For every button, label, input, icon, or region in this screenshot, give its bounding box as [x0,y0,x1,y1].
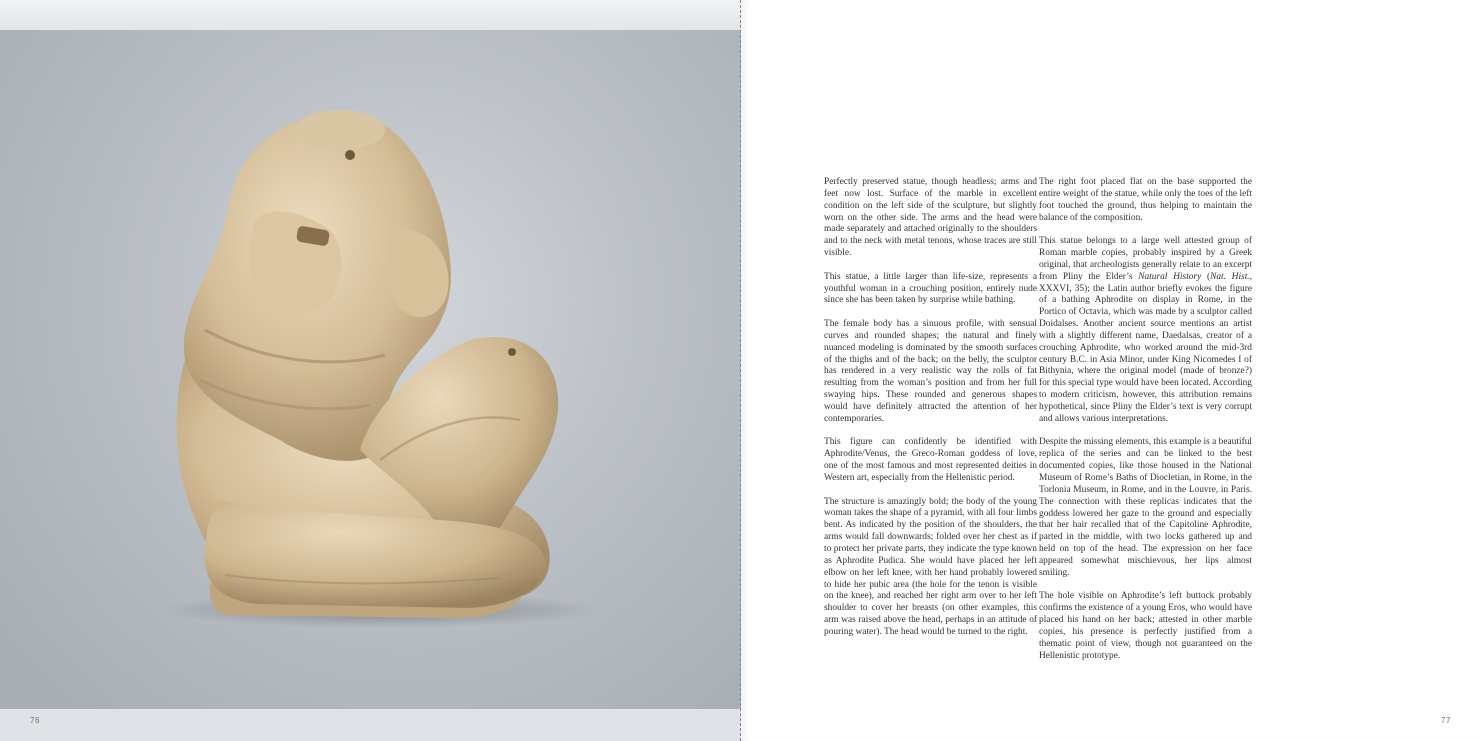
knee-tenon-hole [508,348,516,356]
paragraph: The female body has a sinuous profile, with sensual curves and rounded shapes; the natural and finely nuanced modeling is dominated by the smooth surfaces of the thighs and of the back; on the belly, the sculptor has rendered in a very realistic way the rolls of fat resulting from the woman’s position and from her full swaying hips. These rounded and generous shapes would have definitely attracted the attention of her contemporaries. [824,319,1037,424]
crouching-aphrodite-statue [0,30,741,709]
text-run: This statue belongs to a large well attested group of Roman marble copies, probably inspired by a Greek original, that archeologists generally relate to an excerpt from Pliny the Elder’s [1039,236,1252,282]
text-column-2 [1039,177,1252,662]
neck-break [295,110,385,150]
paragraph: This figure can confidently be identified with Aphrodite/Venus, the Greco-Roman goddess of love, one of the most famous and most represented deities in Western art, especially from the Hellenistic period. [824,437,1037,483]
text-run: ( [1201,271,1211,282]
citation-abbreviation: Nat. Hist. [1210,271,1250,282]
paragraph: This statue, a little larger than life-size, represents a youthful woman in a crouching position, entirely nude since she has been taken by surprise while bathing. [824,271,1037,306]
paragraph [1039,236,1252,426]
page-bottom-margin [0,709,741,741]
paragraph: Perfectly preserved statue, though headless; arms and feet now lost. Surface of the marble in excellent condition on the left side of the sculpture, but slightly worn on the other side. The arms and the head were made separately and attached originally to the shoulders and to the neck with metal tenons, whose traces are still visible. [824,177,1037,259]
statue-photograph [0,30,741,709]
paragraph: Despite the missing elements, this example is a beautiful replica of the series and can be linked to the best documented copies, like those housed in the National Museum of Rome’s Baths of Diocletian, in Rome, in the Torlonia Museum, in Rome, and in the Louvre, in Paris. The connection with these replicas indicates that the goddess lowered her gaze to the ground and especially that her hair recalled that of the Capitoline Aphrodite, parted in the middle, with two locks gathered up and held on top of the head. The expression on her face appeared somewhat mischievous, her lips almost smiling. [1039,437,1252,578]
page-top-margin [0,0,741,30]
page-number-left: 76 [30,716,40,725]
book-title: Natural History [1138,271,1202,282]
text-column-1 [824,177,1037,639]
text-run: , XXXVI, 35); the Latin author briefly evokes the figure of a bathing Aphrodite on display in Rome, in the Portico of Octavia, which was made by a sculptor called Doidalses. Another ancient source mentions an artist with a slightly different name, Daedalsas, creator of a crouching Aphrodite, who worked around the mid-3rd century B.C. in Asia Minor, under King Nicomedes I of Bithynia, where the original model (made of bronze?) for this special type would have been located. According to modern criticism, however, this attribution remains hypothetical, since Pliny the Elder’s text is very corrupt and allows various interpretations. [1039,271,1252,424]
paragraph: The right foot placed flat on the base supported the entire weight of the statue, while only the toes of the left foot touched the ground, thus helping to maintain the balance of the composition. [1039,177,1252,223]
paragraph: The structure is amazingly bold; the body of the young woman takes the shape of a pyramid, with all four limbs bent. As indicated by the position of the shoulders, the arms would fall downwards; folded over her chest as if to protect her private parts, they indicate the type known as Aphrodite Pudica. She would have placed her left elbow on her left knee, with her hand probably lowered to hide her pubic area (the hole for the tenon is visible on the knee), and reached her right arm over to her left shoulder to cover her breasts (on other examples, this arm was raised above the head, perhaps in an attitude of pouring water). The head would be turned to the right. [824,496,1037,637]
page-number-right: 77 [1441,716,1451,725]
paragraph: The hole visible on Aphrodite’s left buttock probably confirms the existence of a young Eros, who would have placed his hand on her back; attested in other marble copies, his presence is perfectly justified from a thematic point of view, though not guaranteed on the Hellenistic prototype. [1039,591,1252,661]
neck-tenon-hole [345,150,355,160]
